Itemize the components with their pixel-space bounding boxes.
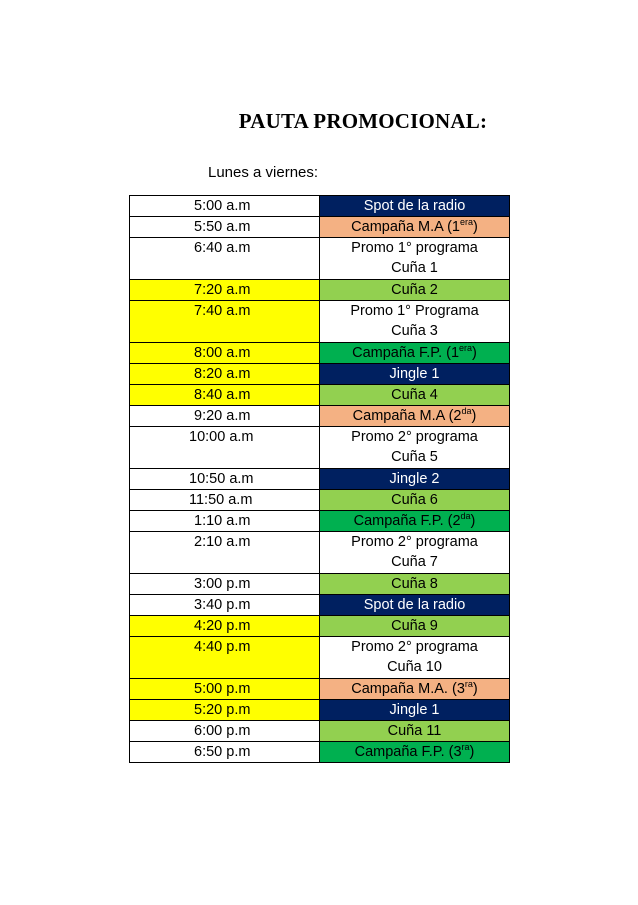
schedule-row xyxy=(130,238,510,280)
activity-line xyxy=(354,513,476,529)
activity-text: Promo 2° programa xyxy=(351,429,478,445)
activity-line xyxy=(391,282,438,298)
schedule-row xyxy=(130,511,510,532)
activity-line xyxy=(390,702,440,718)
time-cell: 5:00 p.m xyxy=(130,679,320,700)
time-cell: 8:40 a.m xyxy=(130,385,320,406)
activity-text: Promo 2° programa xyxy=(351,639,478,655)
schedule-subtitle: Lunes a viernes: xyxy=(208,164,319,181)
activity-second-line: Cuña 5 xyxy=(391,449,438,465)
activity-cell xyxy=(320,637,510,679)
schedule-row xyxy=(130,196,510,217)
activity-cell xyxy=(320,385,510,406)
activity-second-line: Cuña 3 xyxy=(391,323,438,339)
activity-line xyxy=(364,198,466,214)
activity-text: Spot de la radio xyxy=(363,597,466,613)
activity-cell xyxy=(320,721,510,742)
time-cell: 5:50 a.m xyxy=(130,217,320,238)
schedule-row xyxy=(130,385,510,406)
time-cell: 5:20 p.m xyxy=(130,700,320,721)
schedule-row xyxy=(130,280,510,301)
ordinal-superscript: da xyxy=(461,406,472,416)
activity-cell xyxy=(320,427,510,469)
activity-line xyxy=(390,366,440,382)
activity-text: Cuña 2 xyxy=(391,282,438,298)
activity-text: Cuña 9 xyxy=(391,618,438,634)
activity-text: Cuña 11 xyxy=(387,723,442,739)
schedule-row xyxy=(130,700,510,721)
schedule-row xyxy=(130,427,510,469)
closing-paren: ) xyxy=(472,681,478,697)
activity-text: Cuña 8 xyxy=(391,576,438,592)
ordinal-superscript: da xyxy=(460,511,471,521)
activity-cell xyxy=(320,532,510,574)
time-cell: 4:40 p.m xyxy=(130,637,320,679)
time-cell: 7:40 a.m xyxy=(130,301,320,343)
activity-text: Jingle 1 xyxy=(389,366,440,382)
activity-line xyxy=(364,597,466,613)
activity-line xyxy=(350,303,478,319)
schedule-row xyxy=(130,301,510,343)
time-cell: 2:10 a.m xyxy=(130,532,320,574)
page-title: PAUTA PROMOCIONAL: xyxy=(238,109,488,133)
time-cell: 10:50 a.m xyxy=(130,469,320,490)
schedule-row xyxy=(130,490,510,511)
time-cell: 5:00 a.m xyxy=(130,196,320,217)
time-cell: 3:00 p.m xyxy=(130,574,320,595)
activity-line xyxy=(351,639,478,655)
activity-cell xyxy=(320,301,510,343)
schedule-row xyxy=(130,469,510,490)
time-cell: 6:40 a.m xyxy=(130,238,320,280)
closing-paren: ) xyxy=(472,219,478,235)
time-cell: 1:10 a.m xyxy=(130,511,320,532)
activity-line xyxy=(391,618,438,634)
time-cell: 6:50 p.m xyxy=(130,742,320,763)
activity-cell xyxy=(320,595,510,616)
closing-paren: ) xyxy=(471,408,477,424)
activity-second-line: Cuña 1 xyxy=(391,260,438,276)
activity-text: Campaña F.P. (3 xyxy=(354,744,462,760)
schedule-row xyxy=(130,217,510,238)
ordinal-superscript: era xyxy=(459,343,473,353)
activity-cell xyxy=(320,280,510,301)
closing-paren: ) xyxy=(472,345,477,361)
activity-text: Campaña F.P. (1 xyxy=(352,345,460,361)
activity-cell xyxy=(320,364,510,385)
activity-line xyxy=(351,219,478,235)
ordinal-superscript: ra xyxy=(464,679,473,689)
activity-second-line: Cuña 7 xyxy=(391,554,438,570)
activity-line xyxy=(351,240,478,256)
activity-text: Cuña 4 xyxy=(391,387,438,403)
activity-cell xyxy=(320,742,510,763)
activity-line xyxy=(388,723,442,739)
closing-paren: ) xyxy=(470,513,476,529)
activity-text: Campaña M.A. (3 xyxy=(351,681,465,697)
ordinal-superscript: ra xyxy=(461,742,470,752)
activity-text: Jingle 2 xyxy=(389,471,440,487)
activity-text: Campaña F.P. (2 xyxy=(353,513,461,529)
activity-line xyxy=(391,576,438,592)
activity-cell xyxy=(320,679,510,700)
time-cell: 8:20 a.m xyxy=(130,364,320,385)
activity-text: Promo 1° programa xyxy=(351,240,478,256)
activity-text: Spot de la radio xyxy=(363,198,466,214)
schedule-row xyxy=(130,616,510,637)
time-cell: 6:00 p.m xyxy=(130,721,320,742)
time-cell: 3:40 p.m xyxy=(130,595,320,616)
activity-cell xyxy=(320,511,510,532)
activity-cell xyxy=(320,490,510,511)
activity-cell xyxy=(320,700,510,721)
closing-paren: ) xyxy=(469,744,475,760)
schedule-row xyxy=(130,742,510,763)
schedule-row xyxy=(130,574,510,595)
activity-cell xyxy=(320,217,510,238)
activity-line xyxy=(390,471,440,487)
time-cell: 7:20 a.m xyxy=(130,280,320,301)
activity-second-line: Cuña 10 xyxy=(387,659,442,675)
time-cell: 10:00 a.m xyxy=(130,427,320,469)
activity-cell xyxy=(320,616,510,637)
schedule-row xyxy=(130,532,510,574)
schedule-row xyxy=(130,679,510,700)
activity-line xyxy=(391,387,438,403)
activity-text: Promo 1° Programa xyxy=(350,303,479,319)
activity-cell xyxy=(320,406,510,427)
activity-line xyxy=(352,345,477,361)
activity-cell xyxy=(320,343,510,364)
time-cell: 11:50 a.m xyxy=(130,490,320,511)
schedule-row xyxy=(130,364,510,385)
activity-cell xyxy=(320,469,510,490)
activity-line xyxy=(391,492,438,508)
activity-text: Campaña M.A (2 xyxy=(352,408,462,424)
activity-line xyxy=(355,744,475,760)
activity-line xyxy=(351,429,478,445)
activity-line xyxy=(353,408,477,424)
activity-text: Promo 2° programa xyxy=(351,534,478,550)
time-cell: 8:00 a.m xyxy=(130,343,320,364)
schedule-row xyxy=(130,637,510,679)
schedule-row xyxy=(130,406,510,427)
ordinal-superscript: era xyxy=(459,217,473,227)
time-cell: 4:20 p.m xyxy=(130,616,320,637)
schedule-table-body xyxy=(130,196,510,763)
activity-cell xyxy=(320,196,510,217)
activity-cell xyxy=(320,574,510,595)
activity-text: Campaña M.A (1 xyxy=(351,219,460,235)
schedule-row xyxy=(130,721,510,742)
activity-text: Jingle 1 xyxy=(389,702,440,718)
activity-line xyxy=(351,681,478,697)
time-cell: 9:20 a.m xyxy=(130,406,320,427)
activity-line xyxy=(351,534,478,550)
schedule-table xyxy=(129,195,510,763)
activity-text: Cuña 6 xyxy=(391,492,438,508)
schedule-row xyxy=(130,343,510,364)
schedule-row xyxy=(130,595,510,616)
activity-cell xyxy=(320,238,510,280)
